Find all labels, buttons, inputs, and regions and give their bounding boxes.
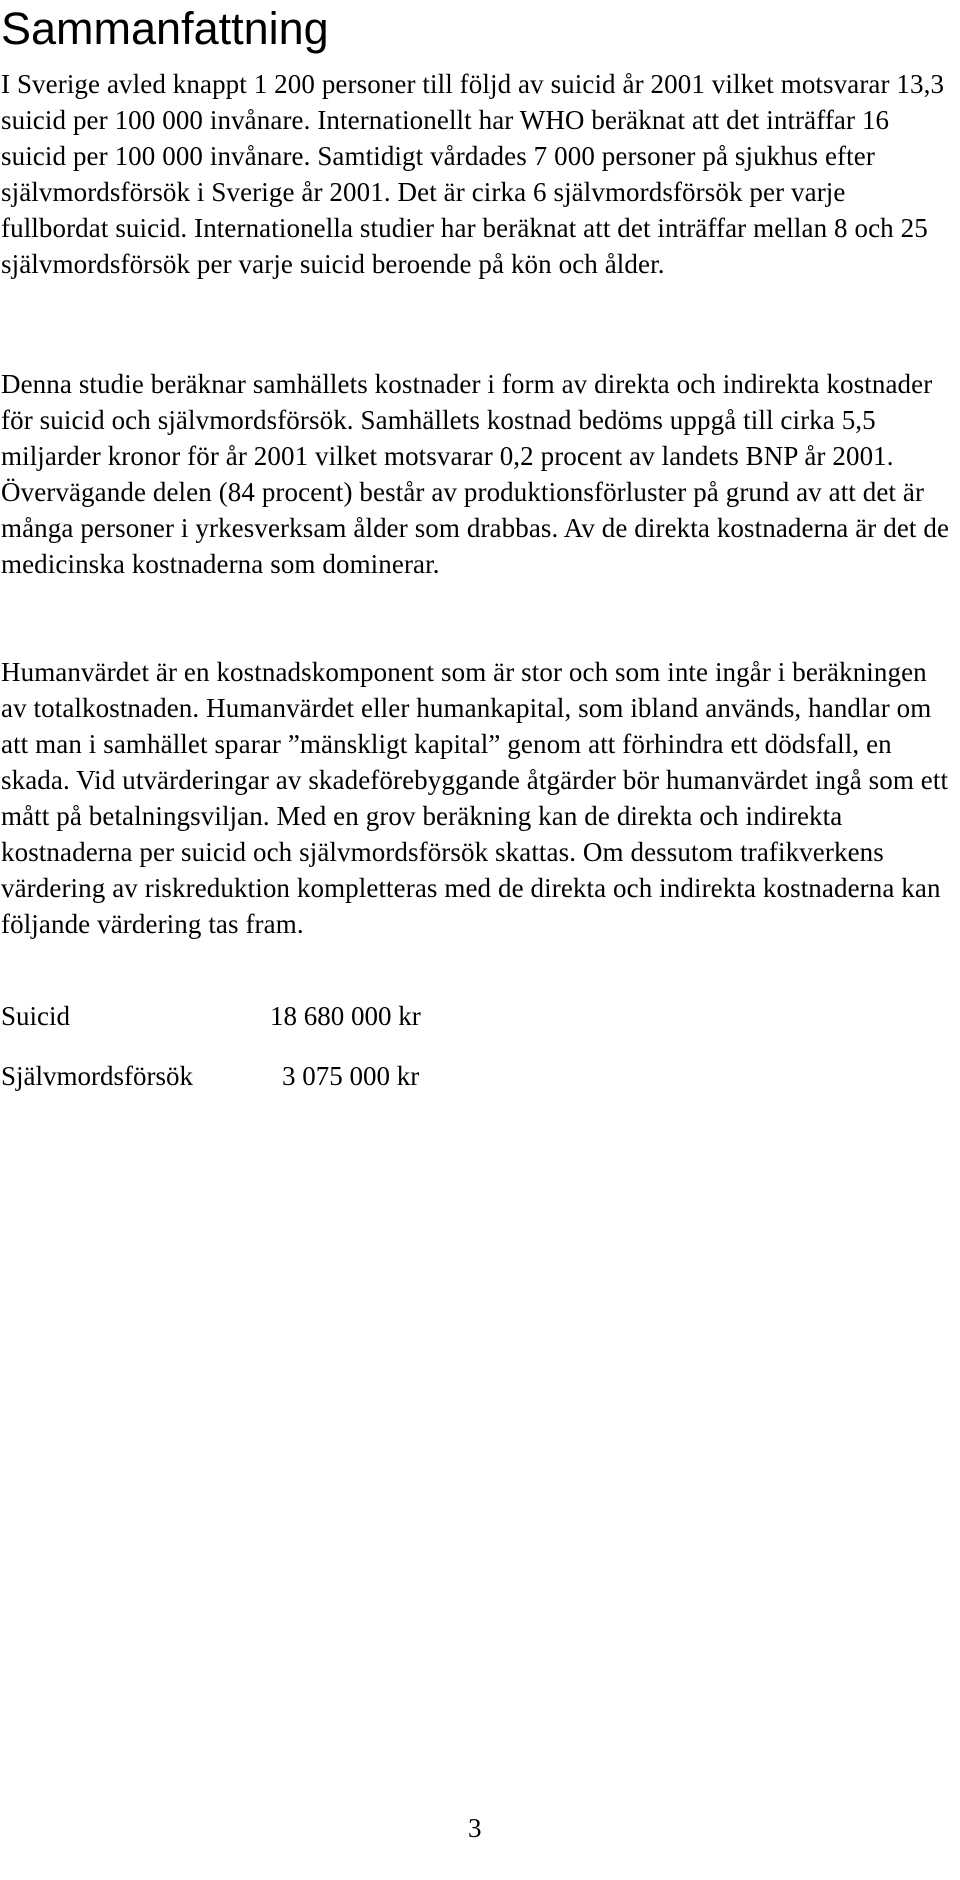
paragraph-human-value: Humanvärdet är en kostnadskomponent som är stor och som inte ingår i beräkningen av totalkostnaden. Humanvärdet eller humankapital, som ibland används, handlar om att man i samhället sparar ”mänskligt kapital” genom att förhindra ett dödsfall, en skada. Vid utvärderingar av skadeförebyggande åtgärder bör humanvärdet ingå som ett mått på betalningsviljan. Med en grov beräkning kan de direkta och indirekta kostnaderna per suicid och självmordsförsök skattas. Om dessutom trafikverkens värdering av riskreduktion kompletteras med de direkta och indirekta kostnaderna kan följande värdering tas fram. (1, 657, 949, 939)
cost-label: Suicid (1, 1001, 71, 1031)
cost-value: 3 075 000 kr (282, 1061, 420, 1091)
page-number: 3 (468, 1813, 482, 1843)
page-title: Sammanfattning (1, 3, 329, 54)
cost-label: Självmordsförsök (1, 1061, 193, 1091)
paragraph-societal-costs: Denna studie beräknar samhällets kostnader i form av direkta och indirekta kostnader för suicid och självmordsförsök. Samhällets kostnad bedöms uppgå till cirka 5,5 miljarder kronor för år 2001 vilket motsvarar 0,2 procent av landets BNP år 2001. Övervägande delen (84 procent) består av produktionsförluster på grund av att det är många personer i yrkesverksam ålder som drabbas. Av de direkta kostnaderna är det de medicinska kostnaderna som dominerar. (1, 369, 950, 579)
cost-value: 18 680 000 kr (270, 1001, 421, 1031)
paragraph-suicide-statistics: I Sverige avled knappt 1 200 personer till följd av suicid år 2001 vilket motsvarar 13,3 suicid per 100 000 invånare. Internationellt har WHO beräknat att det inträffar 16 suicid per 100 000 invånare. Samtidigt vårdades 7 000 personer på sjukhus efter självmordsförsök i Sverige år 2001. Det är cirka 6 självmordsförsök per varje fullbordat suicid. Internationella studier har beräknat att det inträffar mellan 8 och 25 självmordsförsök per varje suicid beroende på kön och ålder. (1, 69, 945, 279)
